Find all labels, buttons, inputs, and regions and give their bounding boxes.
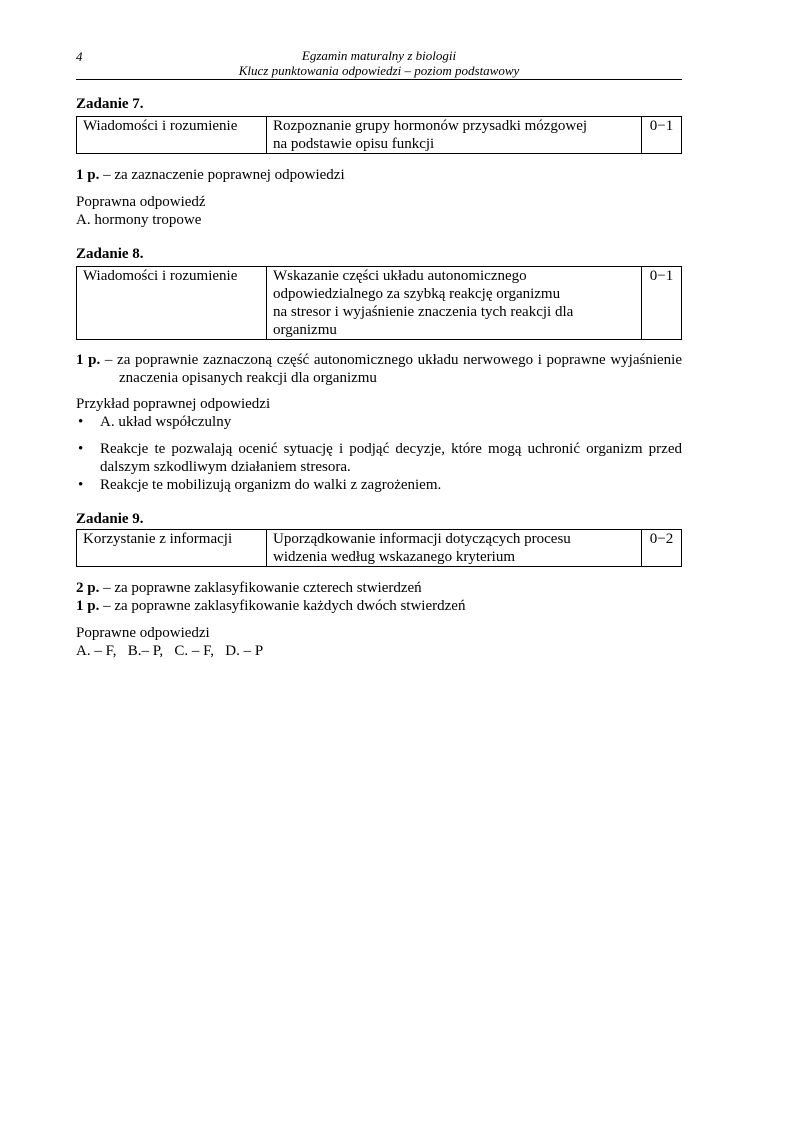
page-header [76, 48, 682, 78]
task8-score-points: 1 p. [76, 352, 101, 368]
task8-area: Wiadomości i rozumienie [77, 267, 267, 340]
bullet-icon: • [78, 441, 84, 457]
task9-score-text: – za poprawne zaklasyfikowanie każdych dwóch stwierdzeń [99, 598, 466, 614]
document-body [76, 95, 682, 660]
task7-answer-label: Poprawna odpowiedź [76, 194, 206, 210]
list-item-text: Reakcje te pozwalają ocenić sytuację i podjąć decyzje, które mogą uchronić organizm przed dalszym szkodliwym działaniem stresora. [100, 441, 682, 475]
task9-score-points: 2 p. [76, 580, 100, 596]
task8-answer-label: Przykład poprawnej odpowiedzi [76, 396, 271, 412]
task9-answer: A. – F, B.– P, C. – F, D. – P [76, 643, 264, 659]
header-title: Egzamin maturalny z biologii [301, 48, 457, 63]
task9-area: Korzystanie z informacji [77, 530, 267, 567]
task8-requirement-line: na stresor i wyjaśnienie znaczenia tych reakcji dla [273, 304, 574, 320]
header-divider [76, 79, 682, 80]
bullet-icon: • [78, 477, 84, 493]
task7-score-text: – za zaznaczenie poprawnej odpowiedzi [99, 167, 345, 183]
task9-requirement-line: Uporządkowanie informacji dotyczących procesu [273, 531, 571, 547]
task9-scoring-full [76, 579, 682, 597]
task9-score-points: 1 p. [76, 598, 100, 614]
task7-requirement [267, 117, 642, 154]
task9-row [77, 530, 682, 567]
task8-table [76, 266, 682, 340]
list-item [76, 440, 682, 476]
task8-range: 0−1 [642, 267, 682, 340]
task7-range: 0−1 [642, 117, 682, 154]
task9-score-text: – za poprawne zaklasyfikowanie czterech stwierdzeń [99, 580, 422, 596]
task7-title: Zadanie 7. [76, 96, 144, 112]
task8-requirement-line: Wskazanie części układu autonomicznego [273, 268, 527, 284]
task7-table [76, 116, 682, 154]
task8-title: Zadanie 8. [76, 246, 144, 262]
task9-answer-label: Poprawne odpowiedzi [76, 625, 210, 641]
task7-scoring [76, 166, 682, 184]
task7-area: Wiadomości i rozumienie [77, 117, 267, 154]
list-item [76, 413, 682, 431]
list-item-text: Reakcje te mobilizują organizm do walki z zagrożeniem. [100, 477, 442, 493]
task7-row [77, 117, 682, 154]
task9-requirement [267, 530, 642, 567]
task8-requirement [267, 267, 642, 340]
task9-title: Zadanie 9. [76, 511, 144, 527]
list-item [76, 476, 682, 494]
list-item-text: A. układ współczulny [100, 414, 232, 430]
header-subtitle: Klucz punktowania odpowiedzi – poziom podstawowy [238, 63, 520, 78]
task8-row [77, 267, 682, 340]
task8-scoring [76, 351, 682, 387]
task7-score-points: 1 p. [76, 167, 100, 183]
task9-table [76, 529, 682, 567]
bullet-icon: • [78, 414, 84, 430]
task7-requirement-line: na podstawie opisu funkcji [273, 136, 435, 152]
task9-range: 0−2 [642, 530, 682, 567]
task7-requirement-line: Rozpoznanie grupy hormonów przysadki mózgowej [273, 118, 588, 134]
task8-answer-list [76, 413, 682, 494]
task8-requirement-line: odpowiedzialnego za szybką reakcję organizmu [273, 286, 561, 302]
task9-requirement-line: widzenia według wskazanego kryterium [273, 549, 515, 565]
task9-scoring-partial [76, 597, 682, 615]
task8-requirement-line: organizmu [273, 322, 337, 338]
task7-answer: A. hormony tropowe [76, 212, 202, 228]
page-number: 4 [76, 49, 83, 64]
task8-score-text: – za poprawnie zaznaczoną część autonomicznego układu nerwowego i poprawne wyjaśnienie znaczenia opisanych reakcji dla organizmu [100, 352, 682, 386]
